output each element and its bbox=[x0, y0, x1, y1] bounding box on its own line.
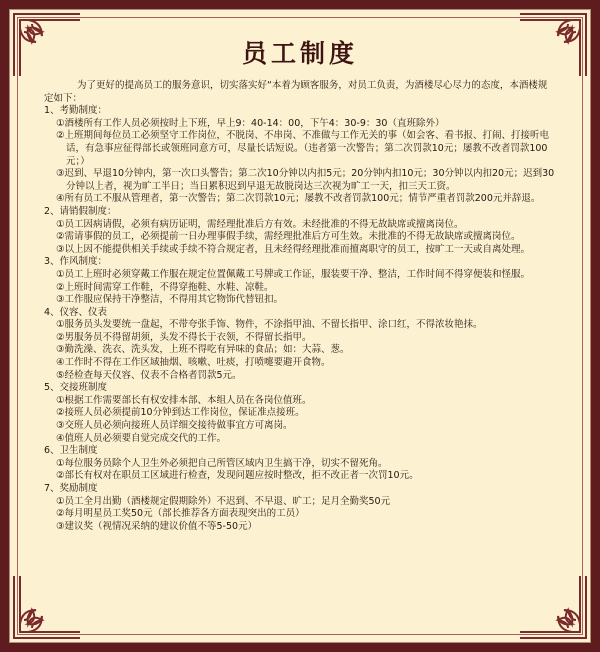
rule-item: ②需请事假的员工，必须提前一日办理事假手续，需经理批准后方可生效。未批准的不得无故缺席或擅离岗位。 bbox=[56, 231, 521, 243]
section-title: 6、卫生制度 bbox=[44, 445, 98, 457]
rule-item: ⑤经检查每天仪容、仪表不合格者罚款5元。 bbox=[56, 369, 242, 381]
rule-item: ②接班人员必须提前10分钟到达工作岗位，保证准点接班。 bbox=[56, 407, 305, 419]
corner-ornament-icon bbox=[10, 572, 84, 642]
rule-item: ①酒楼所有工作人员必须按时上下班，早上9：40-14：00，下午4：30-9：30（直班除外） bbox=[56, 117, 445, 129]
rule-item: ③交班人员必须向接班人员详细交接待做事宜方可离岗。 bbox=[56, 420, 293, 432]
page-title: 员工制度 bbox=[241, 39, 358, 68]
rule-item: ②上班期间每位员工必须坚守工作岗位，不脱岗、不串岗、不准做与工作无关的事（如会客、看书报、打闹、打接听电话，有急事应征得部长或领班同意方可，尽量长话短说。（违者第一次警告；第二次罚款10元；屡教不改者罚款100元；） bbox=[56, 130, 550, 167]
rule-item: ④所有员工不服从管理者，第一次警告；第二次罚款10元；屡教不改者罚款100元；情节严重者罚款200元并辞退。 bbox=[56, 193, 541, 205]
rule-item: ①每位服务员除个人卫生外必须把自己所管区域内卫生搞干净，切实不留死角。 bbox=[56, 457, 388, 469]
rule-item: ①根据工作需要部长有权安排本部、本组人员在各岗位值班。 bbox=[56, 394, 312, 406]
section-title: 1、考勤制度： bbox=[44, 105, 108, 117]
rule-item: ②部长有权对在职员工区域进行检查，发现问题应按时整改，拒不改正者一次罚10元。 bbox=[56, 470, 419, 482]
intro-paragraph: 为了更好的提高员工的服务意识，切实落实好“本着为顾客服务，对员工负责，为酒楼尽心尽力的态度，本酒楼规定如下： bbox=[44, 80, 548, 104]
rule-item: ①员工因病请假，必须有病历证明，需经理批准后方有效。未经批准的不得无故缺席或擅离岗位。 bbox=[56, 218, 464, 230]
rule-item: ①员工上班时必须穿戴工作服在规定位置佩戴工号牌或工作证，服装要干净、整洁，工作时间不得穿便装和怪服。 bbox=[56, 268, 531, 280]
rule-item: ③工作服应保持干净整洁，不得用其它物饰代替钮扣。 bbox=[56, 294, 284, 306]
notice-board bbox=[9, 9, 591, 643]
rule-item: ①服务员头发要统一盘起，不带夸张手饰、物件，不涂指甲油、不留长指甲、涂口红，不得浓妆艳抹。 bbox=[56, 319, 483, 331]
rule-item: ③以上因不能提供相关手续或手续不符合规定者，且未经得经理批准而擅离职守的员工，按旷工一天或自离处理。 bbox=[56, 243, 531, 255]
section-title: 3、作风制度： bbox=[44, 256, 108, 268]
rule-item: ③建议奖（视情况采纳的建议价值不等5-50元） bbox=[56, 520, 258, 532]
rule-item: ②上班时间需穿工作鞋，不得穿拖鞋、水鞋、凉鞋。 bbox=[56, 281, 274, 293]
rule-item: ④值班人员必须要自觉完成交代的工作。 bbox=[56, 432, 227, 444]
rule-item: ②男服务员不得留胡须，头发不得长于衣领，不得留长指甲。 bbox=[56, 331, 312, 343]
rule-item: ③勤洗澡、洗衣、洗头发，上班不得吃有异味的食品；如：大蒜、葱。 bbox=[56, 344, 350, 356]
section-title: 5、交接班制度 bbox=[44, 382, 108, 394]
corner-ornament-icon bbox=[516, 572, 590, 642]
rule-item: ②每月明星员工奖50元（部长推荐各方面表现突出的工员） bbox=[56, 508, 305, 520]
rule-item: ③迟到、早退10分钟内，第一次口头警告；第二次10分钟以内扣5元；20分钟内扣10元；30分钟以内扣20元；迟到30分钟以上者，视为旷工半日；当日累积迟到早退无故脱岗达三次视为旷工一天，扣三天工资。 bbox=[56, 168, 555, 192]
rules-body bbox=[34, 80, 556, 533]
section-title: 7、奖励制度 bbox=[44, 483, 98, 494]
section-title: 2、请销假制度： bbox=[44, 205, 117, 217]
rule-item: ④工作时不得在工作区域抽烟、咳嗽、吐痰，打喷嚏要避开食物。 bbox=[56, 357, 331, 369]
section-title: 4、仪容、仪表 bbox=[44, 306, 108, 318]
rule-item: ①员工全月出勤（酒楼规定假期除外）不迟到、不早退、旷工；足月全勤奖50元 bbox=[56, 495, 391, 507]
